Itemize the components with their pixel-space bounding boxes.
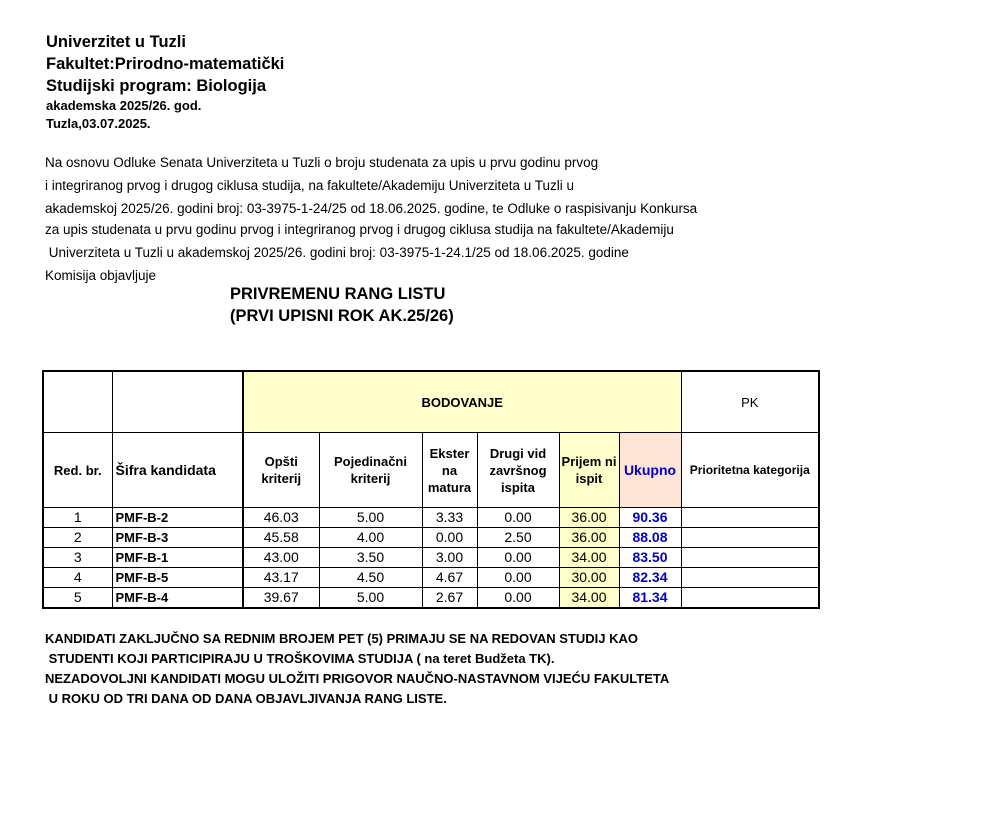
cell-drugi: 0.00 [477,548,559,568]
cell-pojedinacni: 4.00 [319,528,422,548]
cell-pojedinacni: 3.50 [319,548,422,568]
col-header-drugi: Drugi vid završnog ispita [477,433,559,508]
cell-sifra: PMF-B-4 [112,588,243,609]
cell-pojedinacni: 4.50 [319,568,422,588]
cell-opsti: 43.17 [243,568,319,588]
cell-drugi: 0.00 [477,508,559,528]
document-title [230,283,454,327]
footer-line: U ROKU OD TRI DANA OD DANA OBJAVLJIVANJA RANG LISTE. [45,691,447,706]
bodovanje-header: BODOVANJE [243,371,681,433]
place-date: Tuzla,03.07.2025. [46,116,151,131]
cell-red-br: 3 [43,548,112,568]
cell-ekster: 4.67 [422,568,477,588]
rank-list-table [42,370,820,609]
table-row [43,528,819,548]
empty-header-cell [112,371,243,433]
col-header-ekster: Ekster na matura [422,433,477,508]
table-row [43,508,819,528]
cell-ukupno: 83.50 [619,548,681,568]
table-row [43,568,819,588]
cell-sifra: PMF-B-1 [112,548,243,568]
col-header-pojedinacni: Pojedinačni kriterij [319,433,422,508]
faculty-name: Fakultet:Prirodno-matematički [46,55,285,73]
col-header-opsti: Opšti kriterij [243,433,319,508]
intro-line: Univerziteta u Tuzli u akademskoj 2025/26. godini broj: 03-3975-1-24.1/25 od 18.06.2025. godine [45,245,629,260]
footer-line: NEZADOVOLJNI KANDIDATI MOGU ULOŽITI PRIGOVOR NAUČNO-NASTAVNOM VIJEĆU FAKULTETA [45,671,670,686]
title-line-1: PRIVREMENU RANG LISTU [230,285,446,303]
table-row [43,588,819,609]
cell-prioritetna [681,568,819,588]
intro-line: akademskoj 2025/26. godini broj: 03-3975-1-24/25 od 18.06.2025. godine, te Odluke o raspisivanju Konkursa [45,201,698,216]
cell-opsti: 45.58 [243,528,319,548]
study-program: Studijski program: Biologija [46,77,267,95]
cell-ukupno: 88.08 [619,528,681,548]
cell-ukupno: 81.34 [619,588,681,609]
cell-opsti: 39.67 [243,588,319,609]
cell-prijem: 34.00 [559,548,619,568]
cell-ukupno: 90.36 [619,508,681,528]
intro-line: za upis studenata u prvu godinu prvog i integriranog prvog i drugog ciklusa studija na fakultete/Akademiju [45,222,674,237]
cell-red-br: 5 [43,588,112,609]
empty-header-cell [43,371,112,433]
intro-paragraph [45,151,697,287]
cell-prioritetna [681,508,819,528]
cell-prijem: 36.00 [559,528,619,548]
cell-opsti: 43.00 [243,548,319,568]
cell-opsti: 46.03 [243,508,319,528]
title-line-2: (PRVI UPISNI ROK AK.25/26) [230,307,454,325]
cell-prijem: 34.00 [559,588,619,609]
cell-ekster: 2.67 [422,588,477,609]
cell-prioritetna [681,528,819,548]
academic-year: akademska 2025/26. god. [46,98,202,113]
cell-prijem: 30.00 [559,568,619,588]
cell-ukupno: 82.34 [619,568,681,588]
cell-drugi: 2.50 [477,528,559,548]
footer-notice [45,629,669,709]
cell-drugi: 0.00 [477,568,559,588]
cell-pojedinacni: 5.00 [319,588,422,609]
cell-ekster: 3.33 [422,508,477,528]
university-name: Univerzitet u Tuzli [46,33,186,51]
col-header-red-br: Red. br. [43,433,112,508]
cell-red-br: 1 [43,508,112,528]
cell-prijem: 36.00 [559,508,619,528]
col-header-ukupno: Ukupno [619,433,681,508]
table-row [43,548,819,568]
footer-line: STUDENTI KOJI PARTICIPIRAJU U TROŠKOVIMA STUDIJA ( na teret Budžeta TK). [45,651,555,666]
cell-red-br: 2 [43,528,112,548]
document-header [46,31,284,133]
cell-ekster: 0.00 [422,528,477,548]
cell-sifra: PMF-B-5 [112,568,243,588]
intro-line: i integriranog prvog i drugog ciklusa studija, na fakultete/Akademiju Univerziteta u Tuzli u [45,178,575,193]
cell-sifra: PMF-B-2 [112,508,243,528]
table-column-header-row [43,433,819,508]
cell-prioritetna [681,548,819,568]
col-header-prioritetna: Prioritetna kategorija [681,433,819,508]
pk-header: PK [681,371,819,433]
footer-line: KANDIDATI ZAKLJUČNO SA REDNIM BROJEM PET (5) PRIMAJU SE NA REDOVAN STUDIJ KAO [45,631,638,646]
intro-line: Komisija objavljuje [45,268,157,283]
cell-pojedinacni: 5.00 [319,508,422,528]
cell-red-br: 4 [43,568,112,588]
cell-prioritetna [681,588,819,609]
col-header-prijem: Prijem ni ispit [559,433,619,508]
table-header-row [43,371,819,433]
cell-ekster: 3.00 [422,548,477,568]
intro-line: Na osnovu Odluke Senata Univerziteta u Tuzli o broju studenata za upis u prvu godinu prvog [45,155,599,170]
col-header-sifra: Šifra kandidata [112,433,243,508]
cell-drugi: 0.00 [477,588,559,609]
cell-sifra: PMF-B-3 [112,528,243,548]
